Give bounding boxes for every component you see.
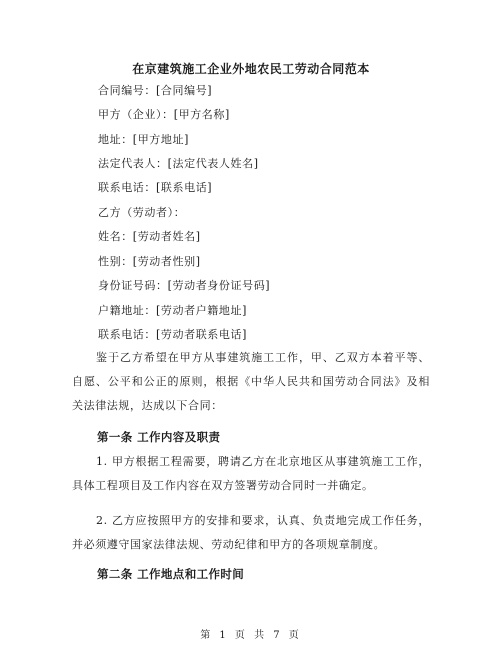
field-party-a-phone: 联系电话：[联系电话] [98,181,213,194]
field-contract-number: 合同编号：[合同编号] [98,84,213,97]
field-party-b-header: 乙方（劳动者）： [98,206,186,219]
field-worker-address: 户籍地址：[劳动者户籍地址] [98,304,247,317]
field-worker-id: 身份证号码：[劳动者身份证号码] [98,279,271,292]
field-party-a-address: 地址：[甲方地址] [98,133,189,146]
section-1-paragraph-2: 2. 乙方应按照甲方的安排和要求，认真、负责地完成工作任务，并必须遵守国家法律法规、劳动纪律和甲方的各项规章制度。 [72,514,430,551]
field-worker-phone: 联系电话：[劳动者联系电话] [98,328,247,341]
section-1-paragraph-1: 1. 甲方根据工程需要，聘请乙方在北京地区从事建筑施工工作，具体工程项目及工作内容在双方签署劳动合同时一并确定。 [72,455,430,492]
document-title: 在京建筑施工企业外地农民工劳动合同范本 [132,62,370,76]
page-number: 第 1 页 共 7 页 [200,630,302,641]
field-worker-name: 姓名：[劳动者姓名] [98,230,201,243]
field-legal-rep: 法定代表人：[法定代表人姓名] [98,157,259,170]
section-heading-1: 第一条 工作内容及职责 [97,430,221,444]
field-party-a-name: 甲方（企业）：[甲方名称] [98,108,230,121]
intro-paragraph: 鉴于乙方希望在甲方从事建筑施工工作，甲、乙双方本着平等、自愿、公平和公正的原则，根据《中华人民共和国劳动合同法》及相关法律法规，达成以下合同： [72,351,430,412]
field-worker-gender: 性别：[劳动者性别] [98,255,201,268]
section-heading-2: 第二条 工作地点和工作时间 [97,567,245,581]
